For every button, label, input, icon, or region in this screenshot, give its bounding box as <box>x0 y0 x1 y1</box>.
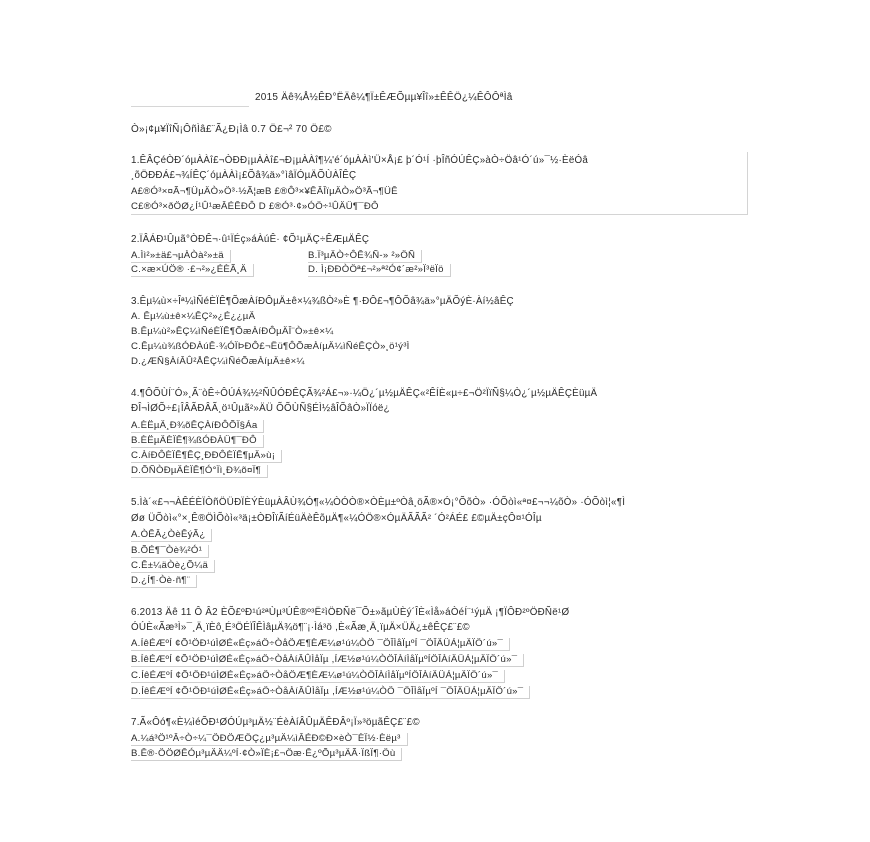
question-5-option-a: A.ÒÊÂ¿ÒèÊýÃ¿ <box>131 529 212 542</box>
question-2-option-b: B.Ï³µÄÒ÷ÔÊ¾Ñ-» ²»ÖÑ <box>308 250 422 263</box>
question-6-stem: 6.2013 Äê 11 Ô Â2 ÈÕ£ºÐ¹ú²ªÙµ³ÚÊ®º³Ë²ìÖÐÑë¯Õ±»ãµÙÈý´ÎÈ«Ìå»áÒéÍ¨¹ýµÄ ¡¶ÏÔÐ²ºÖÐÑë¹Ø <box>131 607 570 618</box>
document-title: 2015 Äê¾Å½ÊÐ°ËÄê¼¶Ï±ÊÆÕµµ¥Îî»±ÊÊÖ¿¼ÊÔÔªÌâ <box>255 92 513 103</box>
question-4-stem-continued: ÐÎ¬ÌØÕ÷£¡ÎÂÃÐÂÃ¸ö¹Ûµã²»ÄÜ ÕÕÙÑ§ÉÌ½âÎÕâÒ»ÏÏóë¿ <box>131 403 390 414</box>
question-6-option-d: D.ÍêÉÆºÍ ¢Õ¹ÖÐ¹úÌØÉ«Éç»áÖ÷ÒåÀíÂÛÌåÏµ ,ÍÆ½ø¹ú¼ÒÖ ¯ÖÎÌåÏµºÍ ¯ÖÎÄÜÁ¦µÄÏÖ´ú»¯ <box>131 686 530 699</box>
question-2-option-c: C.×æ×ÚÖ® ·£¬²»¿ÉÈÃ¸Ä <box>131 264 254 277</box>
question-2-stem: 2.ÏÂÁÐ¹Ûµã°ÒÐÊ¬·û¹ÏÉç»áÀúÊ· ¢Õ¹µÄÇ÷ÊÆµÄÊÇ <box>131 234 370 245</box>
question-4-option-c: C.ÀíÐÔÈÏÊ¶ÊÇ¸ÐÐÔÈÏÊ¶µÄ»ù¡ <box>131 450 282 463</box>
question-5-option-d: D.¿Í¶·Òè·ñ¶¨ <box>131 575 197 588</box>
question-5-option-b: B.ÕÉ¶¯Òè¾²Ó¹ <box>131 545 209 558</box>
question-3-option-d: D.¿ÆÑ§ÀíÂÛ²ÅÊÇ¼ìÑéÕæÀíµÄ±ê×¼ <box>131 356 305 367</box>
question-3-option-a: A. Êµ¼ù±ê×¼ÊÇ²»¿É¿¿µÄ <box>131 311 256 322</box>
title-underline <box>131 106 249 107</box>
question-6-option-a: A.ÍêÉÆºÍ ¢Õ¹ÖÐ¹úÌØÉ«Éç»áÖ÷ÒåÖÆ¶ÈÆ¼ø¹ú¼ÒÖ ¯ÖÎÌåÏµºÍ ¯ÖÎÄÜÁ¦µÄÏÖ´ú»¯ <box>131 638 510 651</box>
question-3-stem: 3.Êµ¼ù×÷Îª¼ìÑéÈÏÊ¶ÕæÀíÐÔµÄ±ê×¼¾ßÒ²»È ¶·ÐÔ£¬¶ÔÕâ¾ä»°µÄÕýÈ·Àí½âÊÇ <box>131 296 514 307</box>
question-6-option-c: C.ÍêÉÆºÍ ¢Õ¹ÖÐ¹úÌØÉ«Éç»áÖ÷ÒåÖÆ¶ÈÆ¼ø¹ú¼ÒÖÎÀíÌåÏµºÍÖÎÀíÄÜÁ¦µÄÏÖ´ú»¯ <box>131 670 505 683</box>
question-3-option-b: B.Êµ¼ù²»ÊÇ¼ìÑéÈÏÊ¶ÕæÀíÐÔµÄÎ¨Ò»±ê×¼ <box>131 326 334 337</box>
question-6-stem-continued: ÓÚÈ«Ãæ³Ì»¯¸Ä¸ïÈô¸É³ÖÉÏÎÊÌâµÄ¾ö¶¨¡·Ìá³ö ,È«Ãæ¸Ä¸ïµÄ×ÜÄ¿±êÊÇ£¨£© <box>131 622 470 633</box>
question-4-option-a: A.ÈËµÄ¸Ð¾õÊÇÀíÐÔÕÏ§Áa <box>131 420 264 433</box>
question-7-option-b: B.Ê®·ÖÖØÊÓµ³µÄÄ¼ºÍ·¢Ò»ÏÈ¡£¬Öæ·Ê¿ºÕµ³µÄÃ·ÏßÏ¶·Öù <box>131 748 402 761</box>
question-1-stem-continued: ¸õÖÐÐÁ£¬¾ÍÊÇ´óµÀÀì¡£Õâ¾ä»°ìâÏÓµÄÕÙÀÎÊÇ <box>131 170 357 181</box>
question-5-stem: 5.Ìà´«£¬¬ÀÊÉÈÏÒñÖÜÐÏÈÝÈüµÀÂÙ¾Ó¶«¼ÒÓÒ®×ÒÈµ±ºÒâ¸öÃ®×Ó¡°ÕõÒ» ·ÓÕòì«ª¤£¬¬¼õÒ» ·ÓÕòì¦«¶Ì <box>131 497 626 508</box>
question-1-options-cd: C£®Ó³×ðÖØ¿Í¹Û¹æÂÉÊÐÔ D £®Ó³·¢»ÓÖ÷¹ÛÄÜ¶¯ÐÔ <box>131 201 379 212</box>
question-4-stem: 4.¶ÔÕÙÍ¨Ó»¸Ã¨òÊ÷ÔÚÁ¾½²ÑÛÓÐÊÇÃ¾²Á£¬»·¼Ö¿´µ½µÄÊÇ«²ÊÍÈ«µ÷£¬Ö²ÏïÑ§¼Ò¿´µ½µÄÊÇÈüµÄ <box>131 388 598 399</box>
question-5-stem-continued: Øø ÜÕòì«°×¸Ê®ÖÌÕòì«³ä¡±ÒÐÎïÃíÉüÄèÊõµÄ¶«¼ÓÖ®×ÓµÄÃÃÃ² ´Ó²ÁÉ£ £©µÄ±çÔ¤¹ÓÎµ <box>131 513 542 524</box>
question-4-option-b: B.ÈËµÄÈÏÊ¶¾ßÓÐÀÜ¶¯ÐÔ <box>131 435 264 448</box>
question-2-option-d: D. Ì¡ÐÐÒÖª£¬²»ª²Ó¢´æ²»Ï³ëÏö <box>308 264 451 277</box>
question-7-stem: 7.Ã«Ôó¶«È¼ìéÕÐ¹ØÓÚµ³µÄ½¨ÉèÀíÂÛµÄÊÐÂº¡Ï»³öµãÊÇ£¨£© <box>131 717 420 728</box>
question-7-option-a: A.¼á³Ö¹ºÂ÷Ò÷¼¯ÖÐÖÆÖÇ¿µ³µÄ¼ìÂÉÐ©Ð×èÒ¯ÈÏ½·Èëµ³ <box>131 733 408 746</box>
question-3-option-c: C.Êµ¼ù¾ßÓÐÀúÊ·¾ÓÏÞÐÔ£¬Ëü¶ÔÕæÀíµÄ¼ìÑéÊÇÒ»¸ö¹ý³Ì <box>131 341 410 352</box>
question-4-option-d: D.ÕÑÒÐµÄÈÏÊ¶Ó°Ïì¸Ð¾õ¤Ï¶ <box>131 465 268 478</box>
question-1-options-ab: A£®Ó³×¤Ã¬¶ÜµÄÒ»Ö³·½Ã¦æB £®Ô³×¥ÊÂÎïµÄÒ»Ö³Ã¬¶ÜÊ <box>131 186 398 197</box>
question-2-option-a: A.Ìì²»±ä£¬µÀÒà²»±ä <box>131 250 231 263</box>
question-5-option-c: C.Ê±¼äÒè¿Õ¼ä <box>131 560 215 573</box>
question-1-stem: 1.ÊÂÇéÒÐ´óµÀÀî£¬ÒÐÐ¡µÀÀî£¬Ð¡µÀÀî¶¼'é´óµÀÀì'Ü×Å¡£ þ´Ó¹Í ·þÎñÓÚÊÇ»àÒ÷Öâ¹Ó´ú»¯½·ÈëÓâ <box>131 155 589 166</box>
question-6-option-b: B.ÍêÉÆºÍ ¢Õ¹ÖÐ¹úÌØÉ«Éç»áÖ÷ÒåÀíÂÛÌåÏµ ,ÍÆ½ø¹ú¼ÒÖÎÀíÌåÏµºÍÖÎÀíÄÜÁ¦µÄÏÖ´ú»¯ <box>131 654 524 667</box>
section-instructions: Ò»¡¢µ¥ÏîÑ¡ÔñÌâ£¨Ã¿Ð¡Ìâ 0.7 Ö£¬² 70 Ö£© <box>131 124 332 135</box>
